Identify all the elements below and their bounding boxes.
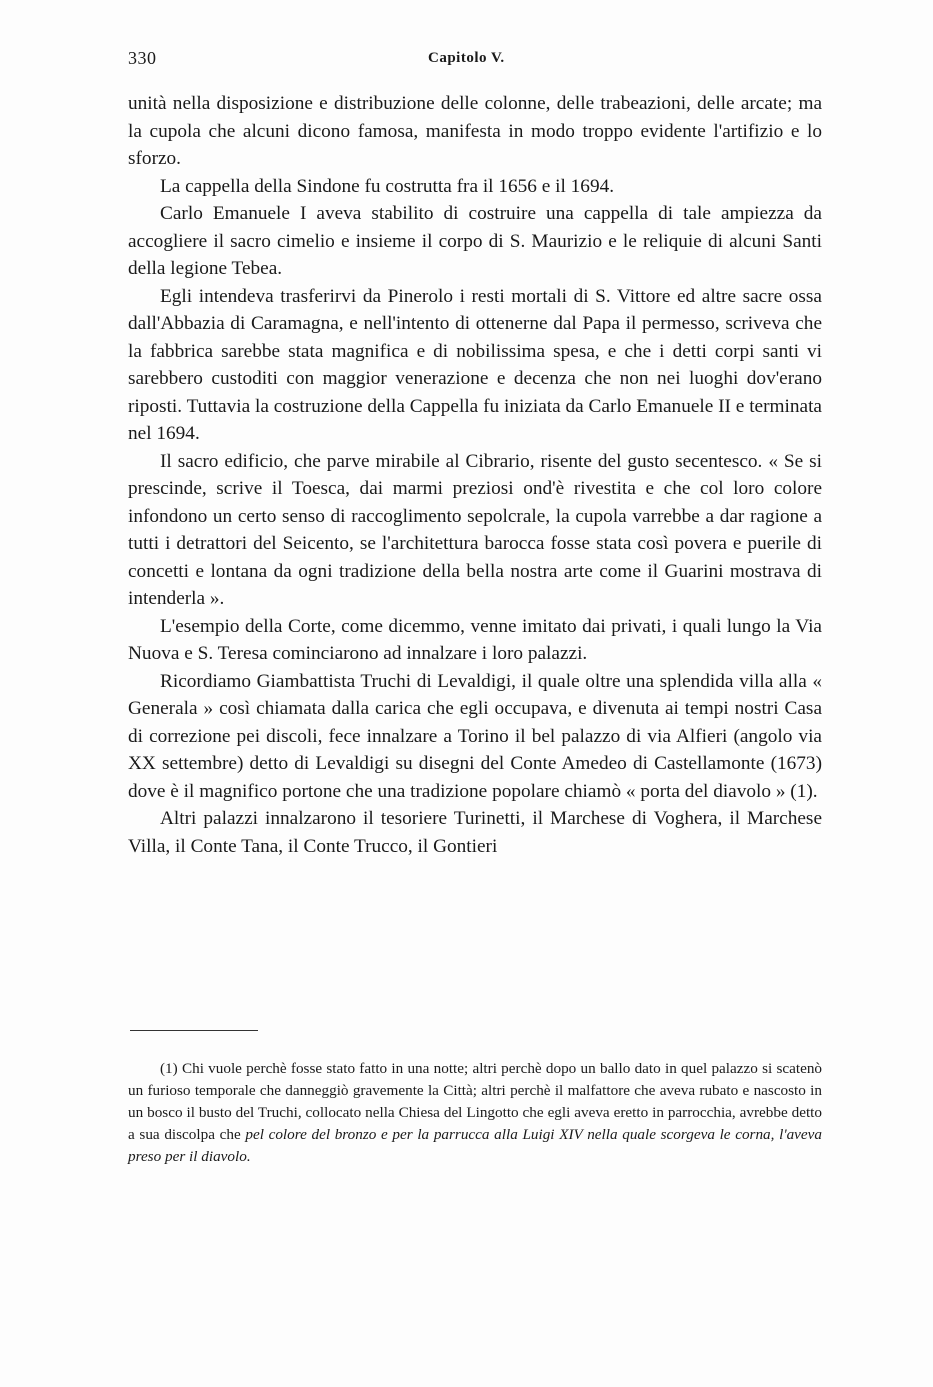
paragraph: Il sacro edificio, che parve mirabile al Cibrario, risente del gusto secentesco. « Se si prescinde, scrive il Toesca, dai marmi preziosi ond'è rivestita e che col loro colore infondono un certo senso di raccoglimento sepolcrale, la cupola varrebbe a dar ragione a tutti i detrattori del Seicento, se l'architettura barocca fosse stata così povera e puerile di concetti e lontana da ogni tradizione della bella nostra arte come il Guarini mostrava di intenderla ».	[128, 450, 822, 609]
footnote-divider	[130, 1030, 258, 1031]
paragraph: unità nella disposizione e distribuzione delle colonne, delle trabeazioni, delle arcate; ma la cupola che alcuni dicono famosa, manifesta in modo troppo evidente l'artifizio e lo sforzo.	[128, 93, 822, 169]
chapter-title: Capitolo V.	[428, 50, 505, 66]
footnote-italic-text: pel colore del bronzo e per la parrucca alla Luigi XIV nella quale scorgeva le corna, l'aveva preso per il diavolo.	[128, 1126, 822, 1165]
footnote	[128, 1058, 822, 1168]
footnote-text: Chi vuole perchè fosse stato fatto in una notte; altri perchè dopo un ballo dato in quel palazzo si scatenò un furioso temporale che danneggiò gravemente la Città; altri perchè il malfattore che aveva rubato e nascosto in un bosco il busto del Truchi, collocato nella Chiesa del Lingotto che egli aveva eretto in parrocchia, avrebbe detto a sua discolpa che	[128, 1060, 823, 1143]
paragraph: L'esempio della Corte, come dicemmo, venne imitato dai privati, i quali lungo la Via Nuova e S. Teresa cominciarono ad innalzare i loro palazzi.	[128, 615, 822, 664]
running-head	[128, 48, 822, 74]
paragraph: Altri palazzi innalzarono il tesoriere Turinetti, il Marchese di Voghera, il Marchese Villa, il Conte Tana, il Conte Trucco, il Gontieri	[128, 808, 822, 857]
paragraph: La cappella della Sindone fu costrutta fra il 1656 e il 1694.	[160, 175, 615, 197]
paragraph: Ricordiamo Giambattista Truchi di Levaldigi, il quale oltre una splendida villa alla « Generala » così chiamata dalla carica che egli occupava, e divenuta ai tempi nostri Casa di correzione pei discoli, fece innalzare a Torino il bel palazzo di via Alfieri (angolo via XX settembre) detto di Levaldigi su disegni del Conte Amedeo di Castellamonte (1673) dove è il magnifico portone che una tradizione popolare chiamò « porta del diavolo » (1).	[128, 670, 822, 802]
page-number: 330	[128, 48, 157, 68]
body-text	[128, 90, 822, 860]
footnote-marker: (1)	[160, 1060, 178, 1077]
paragraph: Egli intendeva trasferirvi da Pinerolo i resti mortali di S. Vittore ed altre sacre ossa dall'Abbazia di Caramagna, e nell'intento di ottenerne dal Papa il permesso, scriveva che la fabbrica sarebbe stata magnifica e di nobilissima spesa, e che i detti corpi santi vi sarebbero custoditi con maggior venerazione e decenza che non nei luoghi dov'erano riposti. Tuttavia la costruzione della Cappella fu iniziata da Carlo Emanuele II e terminata nel 1694.	[128, 285, 822, 444]
paragraph: Carlo Emanuele I aveva stabilito di costruire una cappella di tale ampiezza da accogliere il sacro cimelio e insieme il corpo di S. Maurizio e le reliquie di alcuni Santi della legione Tebea.	[128, 203, 822, 279]
